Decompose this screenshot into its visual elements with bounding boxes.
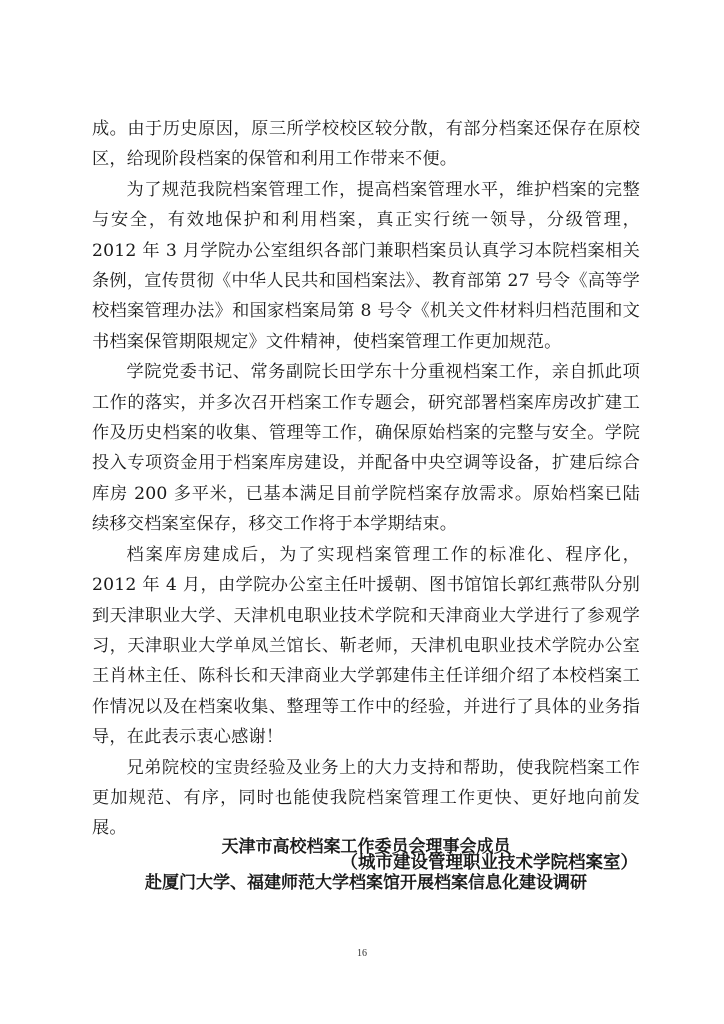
paragraph-conclusion: 兄弟院校的宝贵经验及业务上的大力支持和帮助，使我院档案工作更加规范、有序，同时也能使我院档案管理工作更快、更好地向前发展。 [92, 757, 640, 839]
heading-line-1: 天津市高校档案工作委员会理事会成员 [221, 837, 511, 857]
page-number: 16 [357, 948, 367, 959]
heading-line-2: 赴厦门大学、福建师范大学档案馆开展档案信息化建设调研 [145, 873, 587, 893]
source-attribution: （城市建设管理职业技术学院档案室） [340, 852, 638, 873]
paragraph-continuation: 成。由于历史原因，原三所学校校区较分散，有部分档案还保存在原校区，给现阶段档案的保管和利用工作带来不便。 [92, 119, 640, 170]
paragraph-leadership: 学院党委书记、常务副院长田学东十分重视档案工作，亲自抓此项工作的落实，并多次召开档案工作专题会，研究部署档案库房改扩建工作及历史档案的收集、管理等工作，确保原始档案的完整与安全。学院投入专项资金用于档案库房建设，并配备中央空调等设备，扩建后综合库房 200 多平米，已基本满足目前学院档案存放需求。原始档案已陆续移交档案室保存，移交工作将于本学期结束。 [92, 362, 640, 535]
paragraph-visits: 档案库房建成后，为了实现档案管理工作的标准化、程序化，2012 年 4 月，由学院办公室主任叶援朝、图书馆馆长郭红燕带队分别到天津职业大学、天津机电职业技术学院和天津商业大学进行了参观学习，天津职业大学单凤兰馆长、靳老师，天津机电职业技术学院办公室王肖林主任、陈科长和天津商业大学郭建伟主任详细介绍了本校档案工作情况以及在档案收集、整理等工作中的经验，并进行了具体的业务指导，在此表示衷心感谢！ [92, 544, 640, 748]
next-article-heading [92, 829, 640, 901]
paragraph-standardization: 为了规范我院档案管理工作，提高档案管理水平，维护档案的完整与安全，有效地保护和利用档案，真正实行统一领导，分级管理，2012 年 3 月学院办公室组织各部门兼职档案员认真学习本院档案相关条例，宣传贯彻《中华人民共和国档案法》、教育部第 27 号令《高等学校档案管理办法》和国家档案局第 8 号令《机关文件材料归档范围和文书档案保管期限规定》文件精神，使档案管理工作更加规范。 [92, 179, 640, 352]
article-body [92, 114, 640, 878]
